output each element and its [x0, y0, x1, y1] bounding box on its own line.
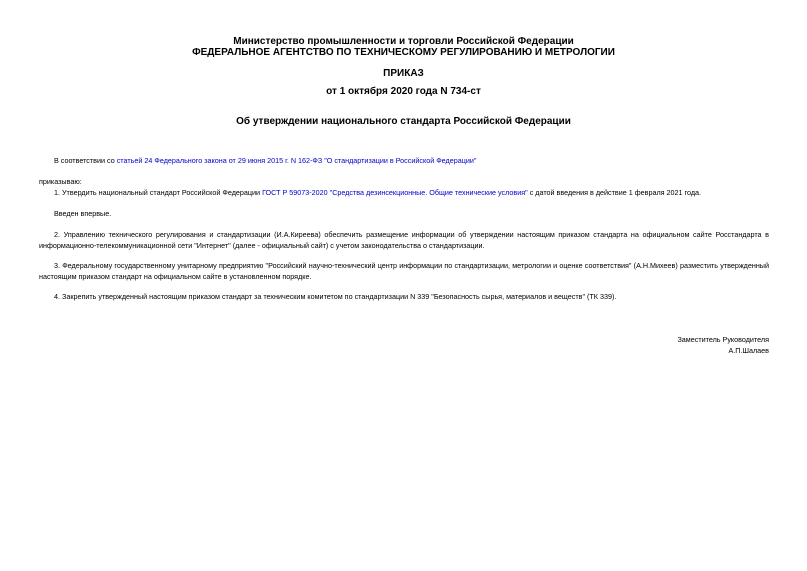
order-word: приказываю:	[39, 177, 82, 186]
federal-law-link[interactable]: статьей 24 Федерального закона от 29 июня 2015 г. N 162-ФЗ "О стандартизации в Российской Федерации"	[116, 156, 477, 165]
preamble-paragraph	[39, 155, 769, 166]
item-1-paragraph	[39, 187, 769, 198]
item-2-paragraph: 2. Управлению технического регулирования и стандартизации (И.А.Киреева) обеспечить размещение информации об утверждении настоящим приказом стандарта на официальном сайте Росстандарта в информационно-телекоммуникационной сети "Интернет" (далее - официальный сайт) с учетом законодательства о стандартизации.	[39, 230, 769, 250]
document-date-number: от 1 октября 2020 года N 734-ст	[326, 86, 481, 97]
document-title: Об утверждении национального стандарта Российской Федерации	[236, 116, 571, 127]
preamble-prefix: В соответствии со	[54, 156, 117, 165]
agency-name: ФЕДЕРАЛЬНОЕ АГЕНТСТВО ПО ТЕХНИЧЕСКОМУ РЕГУЛИРОВАНИЮ И МЕТРОЛОГИИ	[192, 47, 615, 58]
signatory-position: Заместитель Руководителя	[677, 335, 769, 344]
signatory-name: А.П.Шалаев	[728, 346, 769, 355]
document-type: ПРИКАЗ	[383, 68, 424, 79]
gost-standard-link[interactable]: ГОСТ Р 59073-2020 "Средства дезинсекционные. Общие технические условия"	[262, 188, 528, 197]
item-3-paragraph: 3. Федеральному государственному унитарному предприятию "Российский научно-технический центр информации по стандартизации, метрологии и оценке соответствия" (А.Н.Михеев) разместить утвержденный настоящим приказом стандарт на официальном сайте в установленном порядке.	[39, 261, 769, 281]
item-1-suffix: с датой введения в действие 1 февраля 2021 года.	[527, 188, 702, 197]
item-1-prefix: 1. Утвердить национальный стандарт Российской Федерации	[54, 188, 263, 197]
item-4-paragraph: 4. Закрепить утвержденный настоящим приказом стандарт за техническим комитетом по стандартизации N 339 "Безопасность сырья, материалов и веществ" (ТК 339).	[54, 292, 617, 301]
ministry-name: Министерство промышленности и торговли Российской Федерации	[233, 36, 574, 47]
first-introduced-note: Введен впервые.	[54, 209, 112, 218]
